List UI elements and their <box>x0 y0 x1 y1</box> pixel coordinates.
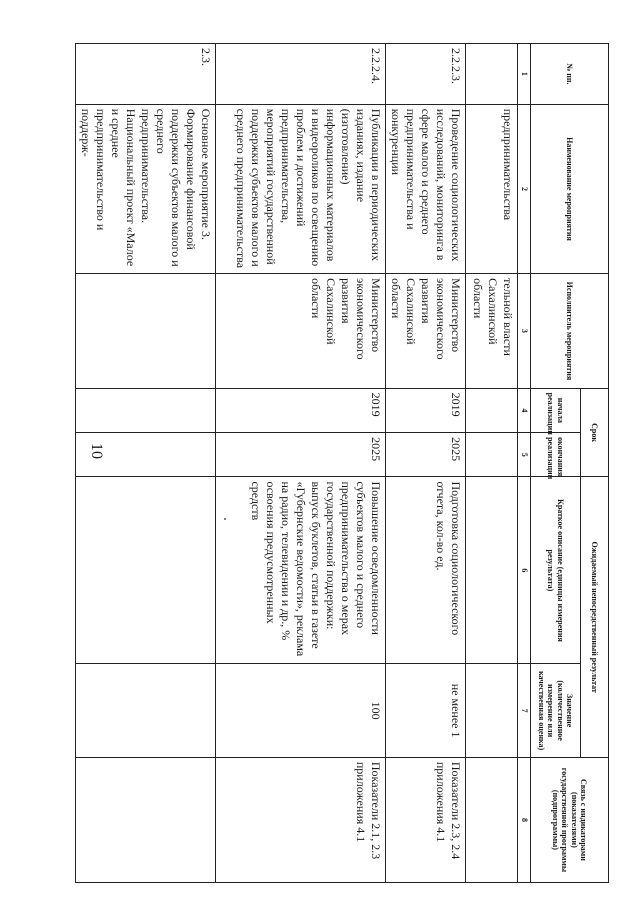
header-result-value: Значение (количественное измерение или качественная оценка) <box>531 664 581 757</box>
row-name: Основное мероприятие 3. Формирование финансовой поддержки субъектов малого и среднего предпринимательства. Национальный проект «Малое и среднее предпринимательство и поддерж- <box>76 104 216 273</box>
row-num: 2.2.2.4. <box>216 44 386 105</box>
rotated-page-content <box>79 43 609 873</box>
column-number: 1 <box>518 44 531 105</box>
row-executor: тельной власти Сахалинской области <box>466 274 518 389</box>
table-row <box>466 44 518 883</box>
header-term-start: начала реализации <box>531 388 581 432</box>
row-value: 100 <box>216 664 386 757</box>
header-term: Срок <box>581 388 609 477</box>
row-link: Показатели 2.1, 2.3 приложения 4.1 <box>216 757 386 882</box>
row-value: не менее 1 <box>386 664 466 757</box>
header-term-end: окончания реализации <box>531 433 581 477</box>
row-link <box>466 757 518 882</box>
table-row <box>386 44 466 883</box>
measures-table <box>75 43 609 883</box>
column-number: 4 <box>518 388 531 432</box>
row-executor: Министерство экономического развития Сахалинской области <box>386 274 466 389</box>
column-number: 8 <box>518 757 531 882</box>
row-desc: Подготовка социологического отчета, кол-во ед. <box>386 477 466 664</box>
row-link <box>76 757 216 882</box>
row-name: предпринимательства <box>466 104 518 273</box>
column-number: 3 <box>518 274 531 389</box>
header-num: № пп. <box>531 44 609 105</box>
row-executor: Министерство экономического развития Сахалинской области <box>216 274 386 389</box>
column-number: 5 <box>518 433 531 477</box>
row-num <box>466 44 518 105</box>
row-desc: Повышение осведомленности субъектов малого и среднего предпринимательства о мерах государственной поддержки: выпуск буклетов, статьи в газете «Губернские ведомости», реклама на радио, телевидении и др., % освоения предусмотренных средств <box>216 477 386 664</box>
column-number: 2 <box>518 104 531 273</box>
row-executor <box>76 274 216 389</box>
header-link: Связь с индикаторами (показателями) государственной программы (подпрограммы) <box>531 757 609 882</box>
page-number: 10 <box>88 443 105 459</box>
header-executor: Исполнитель мероприятия <box>531 274 609 389</box>
row-desc <box>76 477 216 664</box>
row-start: 2019 <box>386 388 466 432</box>
column-number-row <box>518 44 531 883</box>
row-value <box>76 664 216 757</box>
header-result: Ожидаемый непосредственный результат <box>581 477 609 757</box>
row-name: Публикации в периодических изданиях, издание (изготовление) информационных материалов и видеороликов по освещению проблем и достижений предпринимательства, мероприятий государственной поддержки субъектов малого и среднего предпринимательства <box>216 104 386 273</box>
table-row <box>216 44 386 883</box>
row-num: 2.2.2.3. <box>386 44 466 105</box>
row-end: 2025 <box>216 433 386 477</box>
column-number: 6 <box>518 477 531 664</box>
column-number: 7 <box>518 664 531 757</box>
row-start <box>466 388 518 432</box>
row-link: Показатели 2.3, 2.4 приложения 4.1 <box>386 757 466 882</box>
row-start: 2019 <box>216 388 386 432</box>
row-name: Проведение социологических исследований, мониторинга в сфере малого и среднего предпринимательства и конкуренции <box>386 104 466 273</box>
row-start <box>76 388 216 432</box>
row-desc <box>466 477 518 664</box>
table-row <box>76 44 216 883</box>
header-name: Наименование мероприятия <box>531 104 609 273</box>
row-end <box>466 433 518 477</box>
row-end <box>76 433 216 477</box>
row-value <box>466 664 518 757</box>
row-end: 2025 <box>386 433 466 477</box>
header-result-desc: Краткое описание (единицы измерения результата) <box>531 477 581 664</box>
row-num: 2.3. <box>76 44 216 105</box>
